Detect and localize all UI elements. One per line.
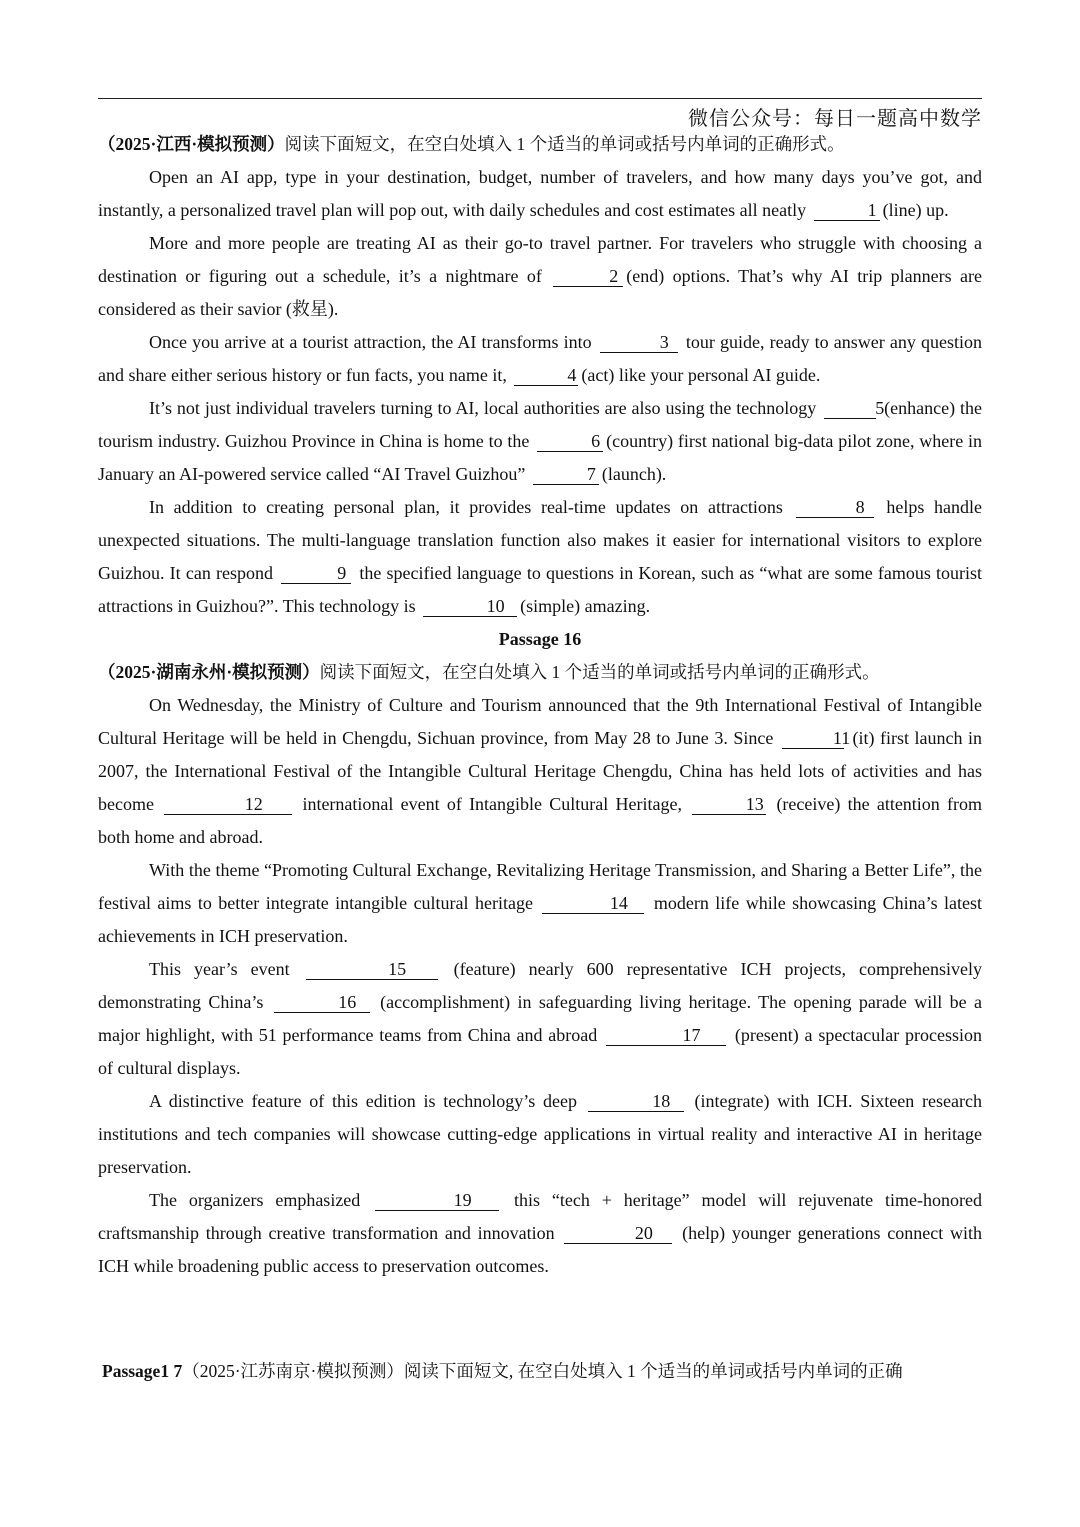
passage16-paragraph-4 (98, 1085, 982, 1184)
header-watermark: 微信公众号：每日一题高中数学 (688, 106, 982, 130)
text: Open an AI app, type in your destination, budget, number of travelers, and how many days you’ve got, and instantly, a personalized travel plan will pop out, with daily schedules and cost estimates all neatly (98, 167, 982, 220)
text: A distinctive feature of this edition is technology’s deep (149, 1091, 578, 1111)
passage15-paragraph-2 (98, 227, 982, 326)
blank-7[interactable]: 7 (533, 464, 599, 485)
text: helps handle unexpected situations. The multi-language translation function also makes it easier for international visitors to explore Guizhou. It can respond (98, 497, 983, 583)
blank-12[interactable]: 12 (164, 794, 292, 815)
blank-15[interactable]: 15 (306, 959, 438, 980)
text: More and more people are treating AI as their go-to travel partner. For travelers who struggle with choosing a destination or figuring out a schedule, it’s a nightmare of (98, 233, 982, 286)
passage15-paragraph-5 (98, 491, 982, 623)
text: Once you arrive at a tourist attraction, the AI transforms into (149, 332, 592, 352)
text: (line) up. (882, 200, 949, 220)
blank-13[interactable]: 13 (692, 794, 766, 815)
blank-9[interactable]: 9 (281, 563, 351, 584)
text: the specified language to questions in Korean, such as “what are some famous tourist attractions in Guizhou?”. This technology is (98, 563, 983, 616)
text: (feature) nearly 600 representative ICH projects, comprehensively demonstrating China’s (98, 959, 982, 1012)
text: (simple) amazing. (520, 596, 651, 616)
blank-16[interactable]: 16 (274, 992, 370, 1013)
blank-19[interactable]: 19 (375, 1190, 499, 1211)
blank-4[interactable]: 4 (514, 365, 578, 386)
blank-18[interactable]: 18 (588, 1091, 684, 1112)
text: (it) first launch in 2007, the International Festival of the Intangible Cultural Heritage Chengdu, China has held lots of activities and has become (98, 728, 983, 814)
header-rule (98, 98, 982, 99)
passage16-paragraph-5 (98, 1184, 982, 1283)
text: (help) younger generations connect with ICH while broadening public access to preservation outcomes. (98, 1223, 982, 1276)
blank-10[interactable]: 10 (423, 596, 517, 617)
source-tag: （2025·江西·模拟预测） (98, 134, 285, 154)
source-tag: （2025·湖南永州·模拟预测） (98, 662, 320, 682)
text: (end) options. That’s why AI trip planners are considered as their savior (救星). (98, 266, 983, 319)
text: In addition to creating personal plan, it provides real-time updates on attractions (149, 497, 783, 517)
text: (present) a spectacular procession of cultural displays. (98, 1025, 983, 1078)
passage17-title: Passage1 7 (102, 1361, 183, 1381)
blank-20[interactable]: 20 (564, 1223, 672, 1244)
text: tour guide, ready to answer any question and share either serious history or fun facts, you name it, (98, 332, 982, 385)
blank-14[interactable]: 14 (542, 893, 644, 914)
text: (country) first national big-data pilot zone, where in January an AI-powered service called “AI Travel Guizhou” (98, 431, 983, 484)
passage16-paragraph-2 (98, 854, 982, 953)
text: international event of Intangible Cultural Heritage, (302, 794, 682, 814)
text: modern life while showcasing China’s latest achievements in ICH preservation. (98, 893, 983, 946)
text: The organizers emphasized (149, 1190, 361, 1210)
passage17-heading (102, 1356, 903, 1386)
passage15-paragraph-3 (98, 326, 982, 392)
text: (accomplishment) in safeguarding living heritage. The opening parade will be a major highlight, with 51 performance teams from China and abroad (98, 992, 983, 1045)
blank-1[interactable]: 1 (814, 200, 880, 221)
text: With the theme “Promoting Cultural Exchange, Revitalizing Heritage Transmission, and Sharing a Better Life”, the festival aims to better integrate intangible cultural heritage (98, 860, 982, 913)
passage16-source (98, 656, 982, 689)
text: It’s not just individual travelers turning to AI, local authorities are also using the technology (149, 398, 817, 418)
text: this “tech + heritage” model will rejuvenate time-honored craftsmanship through creative transformation and innovation (98, 1190, 982, 1243)
passage15-source (98, 128, 982, 161)
blank-17[interactable]: 17 (606, 1025, 726, 1046)
passage16-paragraph-3 (98, 953, 982, 1085)
content (98, 128, 982, 1283)
text: (act) like your personal AI guide. (581, 365, 821, 385)
text: (launch). (601, 464, 667, 484)
text: (integrate) with ICH. Sixteen research institutions and tech companies will showcase cutting-edge applications in virtual reality and interactive AI in heritage preservation. (98, 1091, 982, 1177)
blank-2[interactable]: 2 (553, 266, 623, 287)
blank-11[interactable]: 11 (782, 728, 844, 749)
text: (enhance) the tourism industry. Guizhou Province in China is home to the (98, 398, 983, 451)
passage16-title: Passage 16 (498, 629, 582, 649)
blank-5[interactable]: 5 (824, 398, 876, 419)
instruction: 阅读下面短文，在空白处填入 1 个适当的单词或括号内单词的正确形式。 (284, 134, 845, 154)
passage16-paragraph-1 (98, 689, 982, 854)
text: (receive) the attention from both home and abroad. (98, 794, 983, 847)
text: This year’s event (149, 959, 290, 979)
text: On Wednesday, the Ministry of Culture and Tourism announced that the 9th International Festival of Intangible Cultural Heritage will be held in Chengdu, Sichuan province, from May 28 to June 3. Since (98, 695, 982, 748)
passage17-source: （2025·江苏南京·模拟预测）阅读下面短文, 在空白处填入 1 个适当的单词或括号内单词的正确 (182, 1361, 903, 1381)
instruction: 阅读下面短文，在空白处填入 1 个适当的单词或括号内单词的正确形式。 (319, 662, 880, 682)
blank-3[interactable]: 3 (600, 332, 678, 353)
passage15-paragraph-1 (98, 161, 982, 227)
passage15-paragraph-4 (98, 392, 982, 491)
blank-8[interactable]: 8 (796, 497, 874, 518)
blank-6[interactable]: 6 (537, 431, 603, 452)
